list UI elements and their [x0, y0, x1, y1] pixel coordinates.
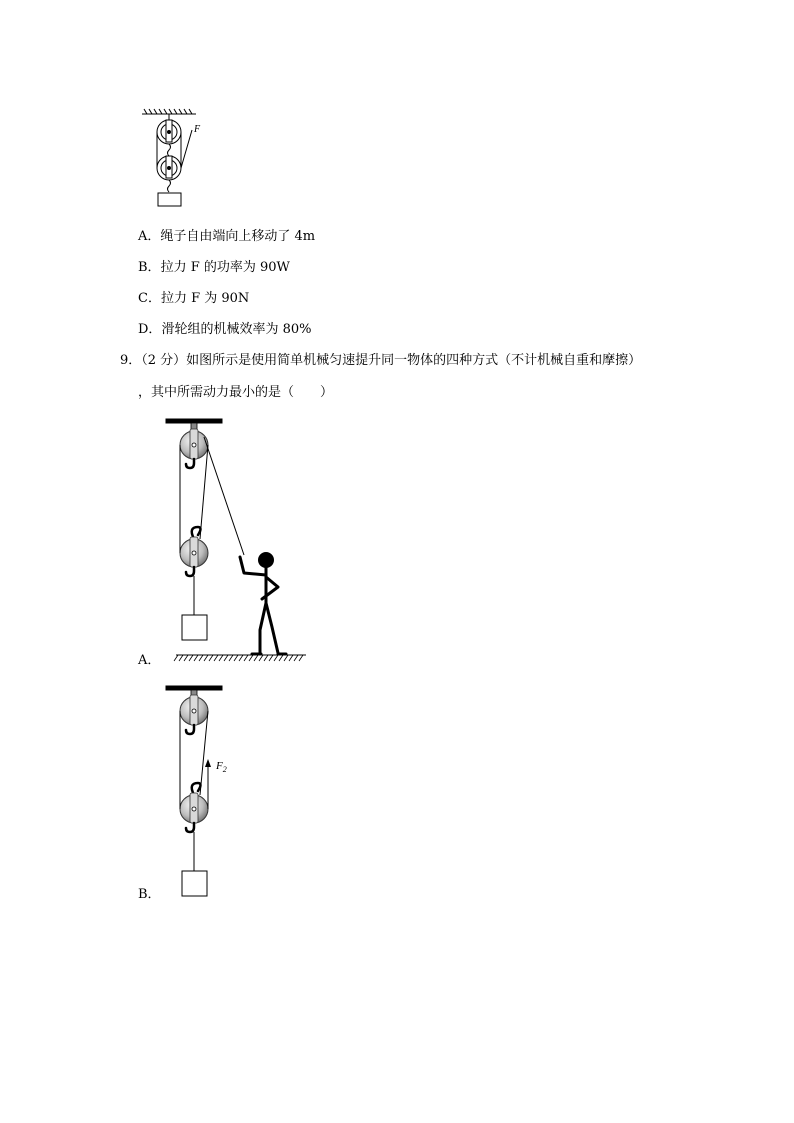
- lower-movable-pulley: [180, 527, 208, 576]
- option-text: 绳子自由端向上移动了 4m: [160, 229, 316, 244]
- option-d-q8: [138, 322, 311, 338]
- option-letter: C．: [138, 291, 161, 306]
- force-label: $F_2$: [216, 760, 227, 774]
- weight-block: [158, 193, 181, 206]
- option-a-label-q9: A．: [138, 653, 161, 668]
- force-arrow: [205, 759, 211, 767]
- top-pulley-figure: [138, 108, 208, 208]
- question-number: 9．: [120, 353, 142, 368]
- stick-person: [240, 552, 286, 654]
- option-text: 滑轮组的机械效率为 80%: [161, 322, 312, 337]
- question-text: ，其中所需动力最小的是（ ）: [138, 385, 334, 400]
- ropes: [180, 437, 244, 615]
- option-text: 拉力 F 为 90N: [160, 291, 250, 306]
- figure-a-pulley-person: [160, 415, 310, 665]
- ceiling-hatch: [166, 686, 222, 690]
- option-text: 拉力 F 的功率为 90W: [160, 260, 290, 275]
- lower-movable-pulley: [180, 783, 208, 832]
- ropes: [180, 711, 208, 871]
- ceiling-hatch: [166, 419, 222, 423]
- force-label: F: [194, 124, 201, 135]
- option-a-q8: [138, 229, 315, 245]
- option-letter: D．: [138, 322, 162, 337]
- option-c-q8: [138, 291, 249, 307]
- question-9-line2: [138, 385, 333, 401]
- option-b-q8: [138, 260, 290, 276]
- upper-fixed-pulley: [157, 114, 181, 144]
- upper-fixed-pulley: [180, 690, 208, 734]
- option-letter: B．: [138, 260, 161, 275]
- question-text: （2 分）如图所示是使用简单机械匀速提升同一物体的四种方式（不计机械自重和摩擦）: [141, 353, 642, 368]
- weight-block: [182, 871, 207, 896]
- question-9-line1: [120, 353, 641, 369]
- option-b-label-q9: B．: [138, 887, 161, 902]
- figure-b-pulley: [160, 683, 260, 898]
- option-letter: A．: [138, 229, 161, 244]
- ceiling-hatch: [142, 109, 196, 114]
- ground-hatch: [174, 655, 306, 661]
- lower-movable-pulley: [157, 144, 181, 192]
- upper-fixed-pulley: [180, 423, 208, 468]
- weight-block: [182, 615, 207, 640]
